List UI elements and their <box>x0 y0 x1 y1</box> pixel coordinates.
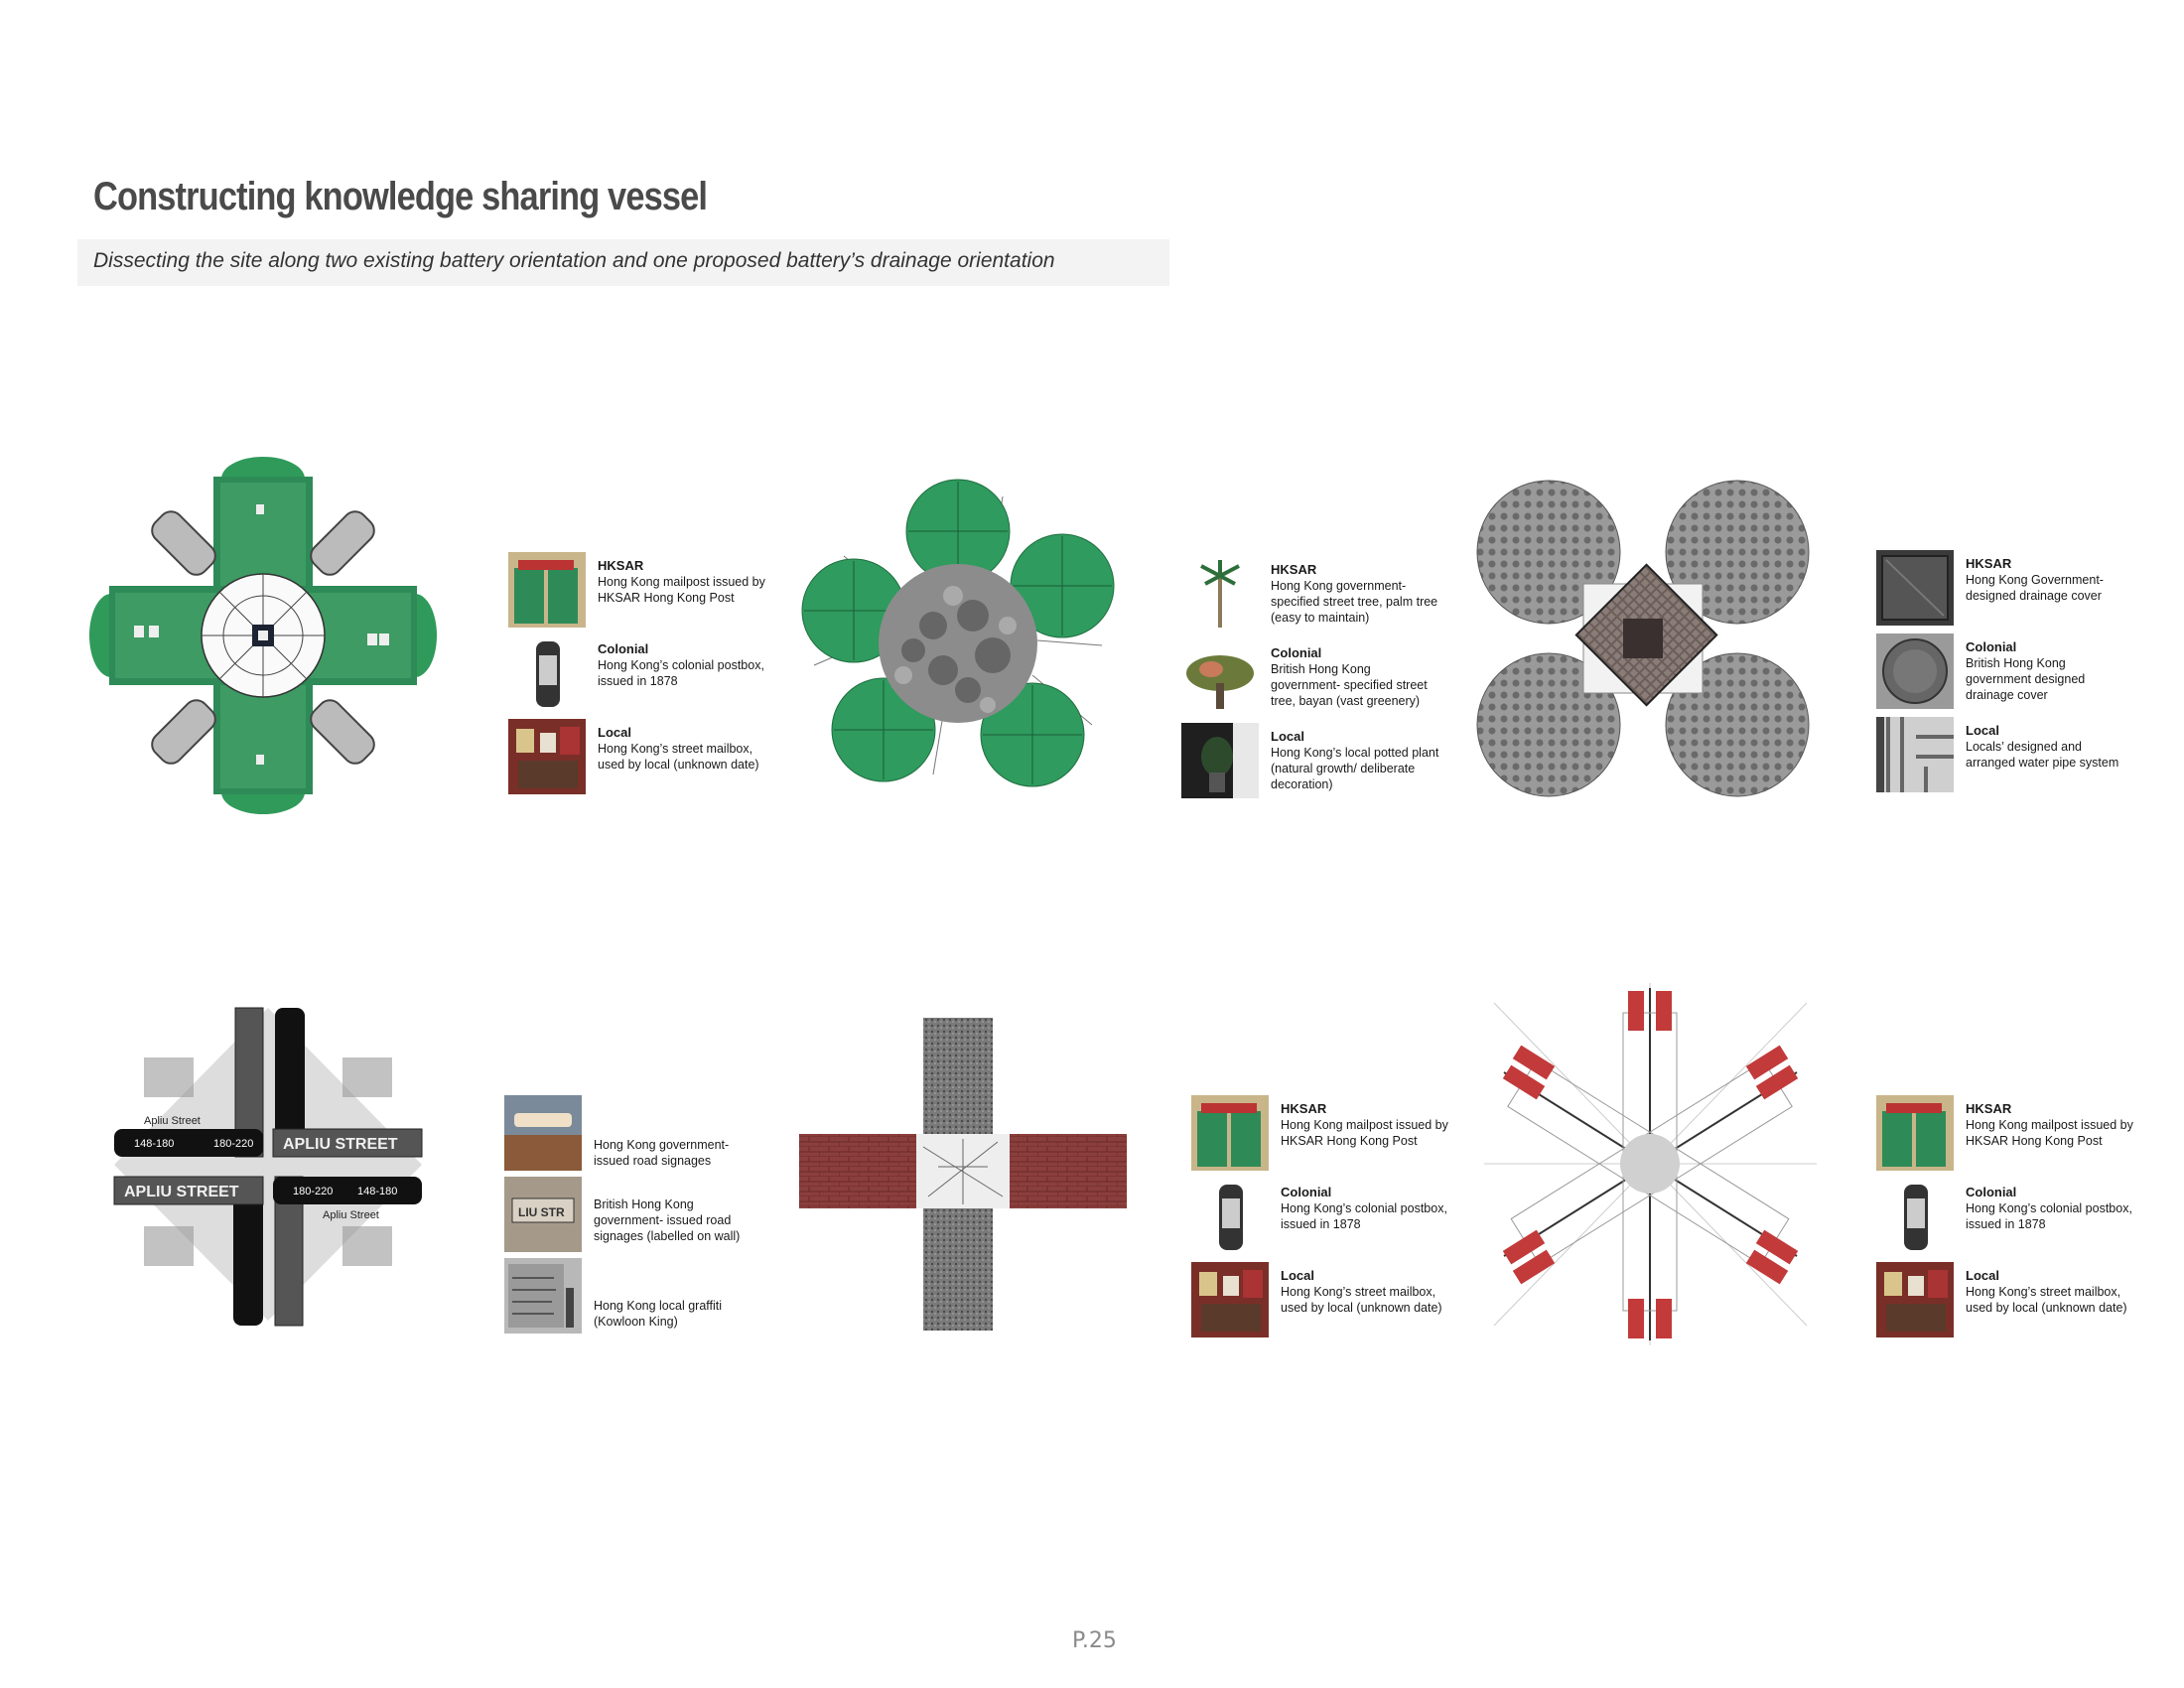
legend-item <box>1876 550 2124 630</box>
sign-range-text: 180-220 <box>213 1138 254 1150</box>
street-mailbox-thumbnail <box>508 719 586 794</box>
legend-item <box>1876 1095 2133 1175</box>
legend-description: Hong Kong Government-designed drainage cover <box>1966 573 2104 603</box>
green-mailbox-thumbnail <box>1191 1095 1269 1171</box>
legend-item <box>1181 639 1430 719</box>
street-mailbox-thumbnail <box>1876 1262 1954 1337</box>
sign-range-text: 148-180 <box>134 1138 175 1150</box>
legend-description: Hong Kong’s street mailbox, used by local (unknown date) <box>1281 1285 1442 1315</box>
drainage-cover-diagram <box>1474 475 1812 802</box>
tree-canopy-diagram <box>794 477 1122 804</box>
legend-category: HKSAR <box>1966 1101 2012 1116</box>
sign-street-name: APLIU STREET <box>283 1136 398 1153</box>
legend-description: Hong Kong’s colonial postbox, issued in 1878 <box>598 658 764 688</box>
legend-category: Colonial <box>1281 1185 1332 1199</box>
legend-description: Hong Kong mailpost issued by HKSAR Hong Kong Post <box>598 575 765 605</box>
round-drain-cover-thumbnail <box>1876 633 1954 709</box>
legend-category: HKSAR <box>1966 556 2012 571</box>
page-number: P.25 <box>1072 1628 1117 1653</box>
sign-street-small: Apliu Street <box>144 1115 201 1127</box>
legend-item <box>504 1095 752 1175</box>
banyan-tree-thumbnail <box>1181 639 1259 715</box>
legend-description: British Hong Kong government- specified street tree, bayan (vast greenery) <box>1271 662 1428 708</box>
legend-item <box>508 719 759 798</box>
legend-category: Local <box>1271 729 1304 744</box>
sign-range-text: 148-180 <box>357 1186 398 1197</box>
green-mailbox-thumbnail <box>1876 1095 1954 1171</box>
legend-item <box>1876 1179 2132 1258</box>
legend-description: Hong Kong’s street mailbox, used by local (unknown date) <box>1966 1285 2127 1315</box>
legend-item <box>1191 1179 1447 1258</box>
legend-description: British Hong Kong government- issued road signages (labelled on wall) <box>594 1197 741 1243</box>
legend-item <box>508 635 764 715</box>
svg-text:LIU STR: LIU STR <box>518 1205 565 1219</box>
street-mailbox-thumbnail <box>1191 1262 1269 1337</box>
legend-description: Locals’ designed and arranged water pipe system <box>1966 740 2119 770</box>
legend-description: Hong Kong mailpost issued by HKSAR Hong Kong Post <box>1966 1118 2133 1148</box>
paving-cross-diagram <box>799 1018 1127 1331</box>
wall-sign-thumbnail <box>504 1177 582 1252</box>
legend-item <box>504 1258 752 1337</box>
pillar-box-thumbnail <box>508 635 586 711</box>
postbox-legend <box>508 552 765 810</box>
pillar-box-thumbnail <box>1876 1179 1954 1254</box>
legend-category: Local <box>1281 1268 1314 1283</box>
legend-item <box>504 1177 752 1256</box>
legend-description: Hong Kong’s colonial postbox, issued in 1878 <box>1281 1201 1447 1231</box>
legend-item <box>1876 717 2124 796</box>
legend-category: Local <box>1966 1268 1999 1283</box>
subtitle-bar <box>77 239 1169 286</box>
water-pipe-thumbnail <box>1876 717 1954 792</box>
legend-item <box>508 552 765 632</box>
signage-legend <box>504 1095 752 1343</box>
legend-description: Hong Kong’s colonial postbox, issued in 1878 <box>1966 1201 2132 1231</box>
legend-description: Hong Kong government-specified street tree, palm tree (easy to maintain) <box>1271 579 1438 625</box>
legend-item <box>1191 1262 1442 1341</box>
paving-legend <box>1191 1095 1448 1353</box>
legend-description: British Hong Kong government designed drainage cover <box>1966 656 2086 702</box>
legend-description: Hong Kong local graffiti (Kowloon King) <box>594 1299 723 1329</box>
lamp-post-diagram <box>1484 983 1817 1345</box>
legend-description: Hong Kong government-issued road signages <box>594 1138 730 1168</box>
legend-category: Colonial <box>1966 639 2017 654</box>
palm-tree-thumbnail <box>1181 556 1259 632</box>
lamp-legend <box>1876 1095 2133 1353</box>
potted-plant-thumbnail <box>1181 723 1259 798</box>
legend-item <box>1181 723 1439 802</box>
legend-description: Hong Kong mailpost issued by HKSAR Hong Kong Post <box>1281 1118 1448 1148</box>
legend-category: Colonial <box>1271 645 1322 660</box>
graffiti-thumbnail <box>504 1258 582 1334</box>
sign-street-small: Apliu Street <box>323 1209 379 1221</box>
square-drain-cover-thumbnail <box>1876 550 1954 626</box>
legend-category: Colonial <box>598 641 649 656</box>
legend-item <box>1876 633 2124 713</box>
legend-item <box>1191 1095 1448 1175</box>
legend-category: Local <box>598 725 631 740</box>
sign-range-text: 180-220 <box>293 1186 334 1197</box>
pillar-box-thumbnail <box>1191 1179 1269 1254</box>
road-sign-thumbnail <box>504 1095 582 1171</box>
sign-street-name: APLIU STREET <box>124 1184 239 1200</box>
legend-category: HKSAR <box>1271 562 1317 577</box>
legend-category: HKSAR <box>598 558 644 573</box>
page-subtitle: Dissecting the site along two existing battery orientation and one proposed battery’s drainage orientation <box>93 249 1055 272</box>
legend-item <box>1876 1262 2127 1341</box>
street-sign-diagram <box>104 998 432 1331</box>
postbox-cross-diagram <box>89 457 437 814</box>
legend-category: Colonial <box>1966 1185 2017 1199</box>
page-title: Constructing knowledge sharing vessel <box>93 175 708 218</box>
legend-item <box>1181 556 1438 635</box>
legend-description: Hong Kong’s street mailbox, used by local (unknown date) <box>598 742 759 772</box>
tree-legend <box>1181 556 1439 814</box>
legend-category: HKSAR <box>1281 1101 1327 1116</box>
legend-description: Hong Kong’s local potted plant (natural growth/ deliberate decoration) <box>1271 746 1439 791</box>
drainage-legend <box>1876 550 2124 808</box>
legend-category: Local <box>1966 723 1999 738</box>
green-mailbox-thumbnail <box>508 552 586 628</box>
